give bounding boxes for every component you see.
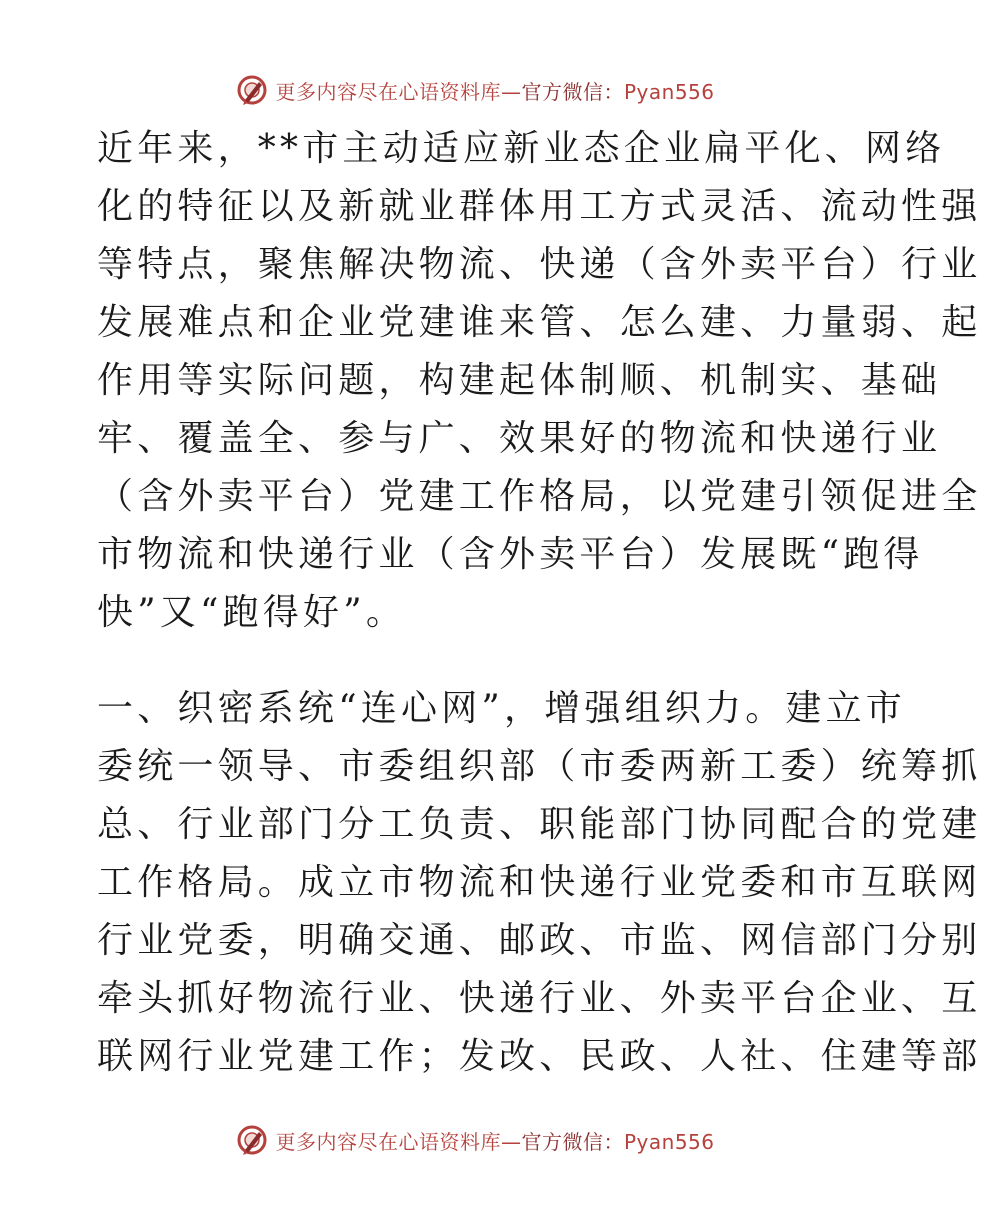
text-line: 发展难点和企业党建谁来管、怎么建、力量弱、起	[97, 302, 981, 343]
text-line: 行业党委，明确交通、邮政、市监、网信部门分别	[97, 920, 981, 961]
pen-circle-logo-icon	[235, 1123, 269, 1157]
watermark-site-text: 更多内容尽在心语资料库	[275, 79, 501, 104]
text-line: 作用等实际问题，构建起体制顺、机制实、基础	[97, 360, 942, 401]
text-line: 联网行业党建工作；发改、民政、人社、住建等部	[97, 1036, 981, 1077]
text-line: 委统一领导、市委组织部（市委两新工委）统筹抓	[97, 746, 981, 787]
text-line: 快”又“跑得好”。	[97, 592, 407, 633]
watermark-account: Pyan556	[623, 1129, 715, 1154]
text-line: 等特点，聚焦解决物流、快递（含外卖平台）行业	[97, 244, 981, 285]
text-line: 总、行业部门分工负责、职能部门协同配合的党建	[97, 804, 981, 845]
text-line: 市物流和快递行业（含外卖平台）发展既“跑得	[97, 534, 924, 575]
watermark-label: 官方微信：	[521, 1129, 624, 1154]
text-line: 近年来，**市主动适应新业态企业扁平化、网络	[97, 128, 946, 169]
watermark-account: Pyan556	[623, 79, 715, 104]
text-line: 工作格局。成立市物流和快递行业党委和市互联网	[97, 862, 981, 903]
text-line: 一、织密系统“连心网”，增强组织力。建立市	[97, 688, 907, 729]
paragraph-spacer	[97, 642, 857, 680]
text-line: 牵头抓好物流行业、快递行业、外卖平台企业、互	[97, 978, 981, 1019]
document-body	[97, 120, 981, 1086]
watermark-separator: —	[500, 1129, 522, 1154]
watermark-site-text: 更多内容尽在心语资料库	[275, 1129, 501, 1154]
text-line: （含外卖平台）党建工作格局，以党建引领促进全	[97, 476, 981, 517]
watermark-text	[275, 1126, 714, 1155]
watermark-separator: —	[500, 79, 522, 104]
text-line: 化的特征以及新就业群体用工方式灵活、流动性强	[97, 186, 981, 227]
footer-watermark	[0, 1120, 950, 1160]
paragraph-intro	[97, 120, 981, 642]
watermark-text	[275, 76, 714, 105]
header-watermark	[0, 70, 950, 110]
watermark-label: 官方微信：	[521, 79, 624, 104]
text-line: 牢、覆盖全、参与广、效果好的物流和快递行业	[97, 418, 942, 459]
pen-circle-logo-icon	[235, 73, 269, 107]
paragraph-section-one	[97, 680, 981, 1086]
